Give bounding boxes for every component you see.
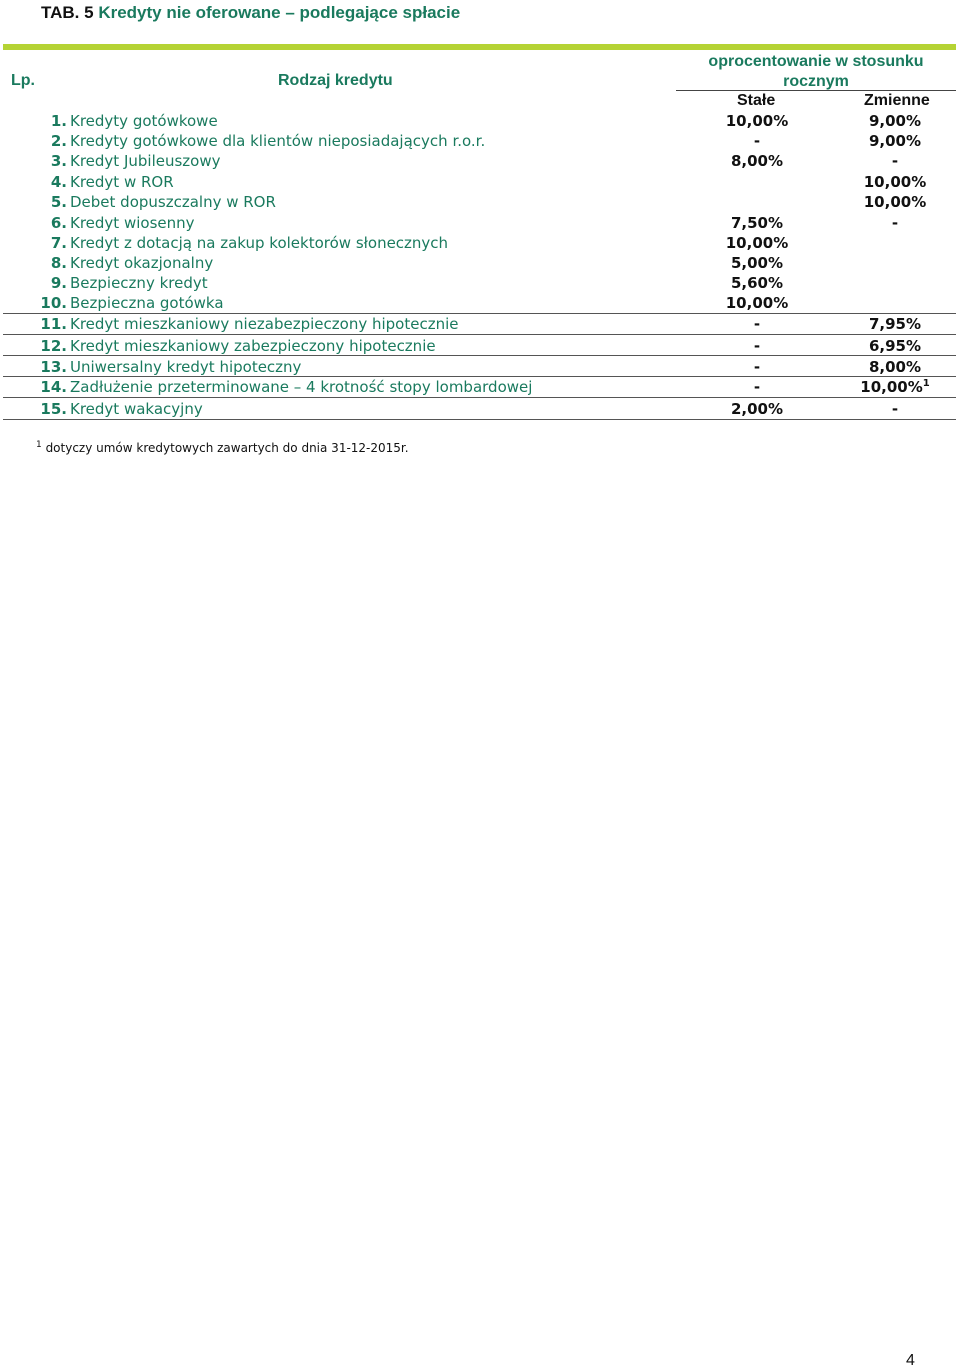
page-number: 4 [906,1352,915,1369]
row-rate-stale: 8,00% [730,152,784,170]
row-credit-name: Bezpieczna gotówka [70,294,224,312]
row-credit-name: Zadłużenie przeterminowane – 4 krotność stopy lombardowej [70,378,533,396]
row-number: 2. [50,132,67,150]
column-header-stale: Stałe [737,92,776,109]
row-credit-name: Kredyt w ROR [70,173,174,191]
row-rate-zmienne [835,193,955,211]
row-rate-zmienne-value: 10,00% [860,378,923,396]
footnote-marker: 1 [36,440,42,450]
row-rate-stale: - [753,378,761,396]
row-rate-zmienne-value: - [891,152,899,170]
row-rate-zmienne [835,173,955,191]
row-number: 6. [50,214,67,232]
row-divider [3,355,956,356]
table-row [0,358,960,378]
row-divider [3,313,956,314]
table-title-prefix: TAB. 5 [41,3,94,22]
row-credit-name: Kredyt z dotacją na zakup kolektorów słonecznych [70,234,449,252]
column-header-rodzaj: Rodzaj kredytu [278,72,393,89]
table-title-text: Kredyty nie oferowane – podlegające spłacie [98,3,461,22]
row-rate-zmienne-value: 7,95% [868,315,922,333]
row-number: 8. [50,254,67,272]
row-number: 13. [40,358,67,376]
row-number: 3. [50,152,67,170]
header-divider [676,90,956,91]
row-rate-stale: 10,00% [725,294,789,312]
row-number: 9. [50,274,67,292]
footnote-text: dotyczy umów kredytowych zawartych do dnia 31-12-2015r. [45,441,409,455]
row-rate-zmienne [835,152,955,170]
row-rate-stale: 2,00% [730,400,784,418]
column-header-oprocentowanie: oprocentowanie w stosunku rocznym [708,53,924,90]
row-rate-zmienne [835,214,955,232]
row-divider [3,419,956,420]
row-rate-stale: - [753,132,761,150]
row-rate-zmienne [835,358,955,376]
row-credit-name: Kredyty gotówkowe [70,112,218,130]
table-row [0,274,960,294]
row-rate-zmienne [835,132,955,150]
row-rate-stale: 7,50% [730,214,784,232]
row-rate-zmienne-value: - [891,400,899,418]
row-number: 5. [50,193,67,211]
row-credit-name: Kredyt okazjonalny [70,254,214,272]
row-rate-zmienne [835,112,955,130]
row-number: 12. [40,337,67,355]
table-row [0,337,960,357]
row-divider [3,376,956,377]
table-row [0,378,960,398]
table-row [0,294,960,314]
row-rate-zmienne-value: 10,00% [863,193,927,211]
row-divider [3,397,956,398]
header-accent-bar [3,44,956,50]
table-row [0,112,960,132]
row-number: 10. [40,294,67,312]
table-row [0,234,960,254]
table-title [41,3,460,23]
row-number: 15. [40,400,67,418]
column-header-lp: Lp. [11,72,35,89]
row-rate-zmienne [835,378,955,396]
row-rate-zmienne-value: 10,00% [863,173,927,191]
row-number: 14. [40,378,67,396]
table-row [0,193,960,213]
row-rate-zmienne-value: 9,00% [868,112,922,130]
row-credit-name: Bezpieczny kredyt [70,274,208,292]
row-rate-zmienne-value: 9,00% [868,132,922,150]
row-rate-stale: 5,60% [730,274,784,292]
row-rate-zmienne-value: 8,00% [868,358,922,376]
row-rate-zmienne [835,315,955,333]
row-number: 7. [50,234,67,252]
footnote [36,440,409,455]
row-number: 4. [50,173,67,191]
table-row [0,173,960,193]
table-row [0,152,960,172]
row-rate-stale: 10,00% [725,234,789,252]
row-rate-zmienne-value: - [891,214,899,232]
table-row [0,315,960,335]
row-credit-name: Kredyty gotówkowe dla klientów nieposiadających r.o.r. [70,132,486,150]
table-row [0,132,960,152]
row-number: 1. [50,112,67,130]
row-rate-stale: - [753,358,761,376]
row-credit-name: Kredyt wiosenny [70,214,195,232]
row-rate-zmienne-value: 6,95% [868,337,922,355]
row-rate-stale: 5,00% [730,254,784,272]
column-header-zmienne: Zmienne [864,92,930,109]
row-credit-name: Kredyt Jubileuszowy [70,152,221,170]
row-rate-stale: - [753,337,761,355]
row-rate-zmienne [835,400,955,418]
row-credit-name: Kredyt wakacyjny [70,400,203,418]
row-credit-name: Kredyt mieszkaniowy zabezpieczony hipotecznie [70,337,436,355]
table-row [0,254,960,274]
row-rate-zmienne [835,337,955,355]
row-rate-stale: - [753,315,761,333]
row-credit-name: Kredyt mieszkaniowy niezabezpieczony hipotecznie [70,315,459,333]
table-row [0,214,960,234]
table-row [0,400,960,420]
row-credit-name: Uniwersalny kredyt hipoteczny [70,358,302,376]
row-credit-name: Debet dopuszczalny w ROR [70,193,276,211]
row-number: 11. [40,315,67,333]
row-rate-stale: 10,00% [725,112,789,130]
row-divider [3,334,956,335]
footnote-reference: 1 [922,378,930,389]
